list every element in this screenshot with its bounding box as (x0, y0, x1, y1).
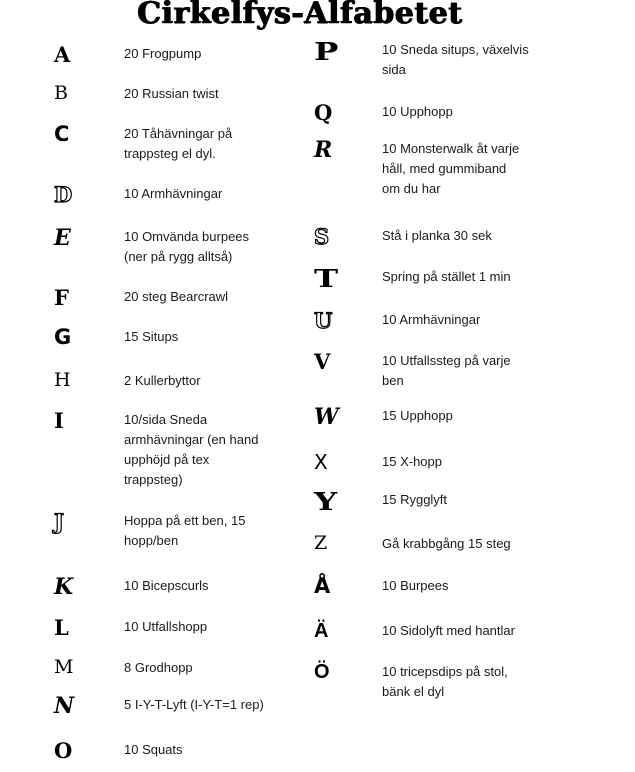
exercise-line: 10/sida Sneda (124, 412, 208, 427)
entry-exercise (382, 351, 511, 391)
entry-exercise (382, 452, 442, 472)
entry-letter: X (314, 450, 328, 474)
entry-letter: Y (314, 487, 338, 516)
entry-letter: H (54, 369, 71, 391)
exercise-line: upphöjd på tex (124, 452, 210, 467)
exercise-line: sida (382, 62, 406, 77)
entry-exercise (382, 226, 492, 246)
entry-letter: A (54, 42, 71, 67)
exercise-line: 10 Bicepscurls (124, 578, 209, 593)
entry-letter: Ö (314, 661, 330, 683)
exercise-line: Stå i planka 30 sek (382, 228, 492, 243)
entry-exercise (382, 621, 515, 641)
entry-exercise (382, 662, 508, 702)
exercise-line: 15 X-hopp (382, 454, 442, 469)
entry-letter: Z (314, 532, 328, 554)
entry-letter: I (54, 408, 64, 433)
exercise-line: 10 Armhävningar (124, 186, 223, 201)
exercise-line: 20 Frogpump (124, 46, 202, 61)
entry-exercise (124, 227, 249, 267)
exercise-line: bänk el dyl (382, 684, 445, 699)
entry-letter: J (54, 509, 64, 534)
entry-exercise (382, 102, 453, 122)
entry-letter: P (314, 37, 339, 66)
exercise-line: 10 Upphopp (382, 104, 453, 119)
entry-exercise (124, 327, 178, 347)
entry-letter: M (54, 656, 74, 678)
entry-exercise (382, 490, 447, 510)
exercise-line: 15 Upphopp (382, 408, 453, 423)
exercise-line: 10 Squats (124, 742, 183, 757)
entry-exercise (124, 511, 245, 551)
entry-exercise (124, 184, 222, 204)
entry-exercise (382, 267, 511, 287)
entry-exercise (382, 310, 480, 330)
entry-exercise (382, 40, 529, 80)
entry-exercise (124, 576, 209, 596)
exercise-line: 20 Tåhävningar på (124, 126, 233, 141)
entry-exercise (382, 139, 519, 199)
entry-exercise (124, 617, 207, 637)
entry-letter: B (54, 82, 68, 104)
entry-exercise (124, 658, 193, 678)
entry-letter: Q (314, 100, 333, 125)
exercise-line: 15 Rygglyft (382, 492, 448, 507)
exercise-line: 2 Kullerbyttor (124, 373, 201, 388)
entry-letter: V (314, 349, 331, 374)
exercise-line: 15 Situps (124, 329, 179, 344)
entry-exercise (124, 124, 232, 164)
entry-letter: F (54, 285, 69, 310)
entry-letter: L (54, 615, 69, 640)
exercise-line: 20 Russian twist (124, 86, 219, 101)
entry-exercise (382, 576, 449, 596)
entry-exercise (124, 84, 219, 104)
page-title: Cirkelfys-Alfabetet (137, 0, 463, 31)
entry-letter: Å (314, 574, 331, 598)
exercise-line: 10 Monsterwalk åt varje (382, 141, 520, 156)
entry-letter: E (54, 225, 71, 251)
entry-letter: O (54, 738, 73, 763)
exercise-line: armhävningar (en hand (124, 432, 259, 447)
exercise-line: ben (382, 373, 404, 388)
entry-letter: K (54, 574, 74, 600)
entry-exercise (124, 740, 183, 760)
exercise-line: 10 Utfallshopp (124, 619, 208, 634)
entry-letter: U (314, 308, 333, 333)
entry-exercise (382, 406, 453, 426)
exercise-line: håll, med gummiband (382, 161, 507, 176)
exercise-line: 10 Burpees (382, 578, 449, 593)
entry-exercise (124, 410, 258, 490)
entry-letter: C (54, 122, 70, 146)
entry-letter: N (54, 693, 75, 719)
exercise-line: 10 Omvända burpees (124, 229, 250, 244)
exercise-line: (ner på rygg alltså) (124, 249, 233, 264)
entry-exercise (124, 287, 228, 307)
exercise-line: 8 Grodhopp (124, 660, 193, 675)
entry-letter: R (314, 137, 333, 163)
exercise-line: 10 tricepsdips på stol, (382, 664, 508, 679)
exercise-line: Spring på stället 1 min (382, 269, 511, 284)
entry-exercise (124, 371, 201, 391)
exercise-line: hopp/ben (124, 533, 179, 548)
exercise-line: Gå krabbgång 15 steg (382, 536, 511, 551)
exercise-line: 5 I-Y-T-Lyft (I-Y-T=1 rep) (124, 697, 264, 712)
entry-letter: G (54, 325, 72, 349)
entry-exercise (382, 534, 511, 554)
exercise-line: 10 Sidolyft med hantlar (382, 623, 515, 638)
exercise-line: 10 Armhävningar (382, 312, 481, 327)
exercise-line: 10 Sneda situps, växelvis (382, 42, 529, 57)
entry-letter: D (54, 182, 73, 207)
entry-letter: T (314, 264, 339, 293)
entry-letter: S (314, 224, 330, 249)
entry-letter: W (314, 404, 339, 430)
entry-exercise (124, 695, 264, 715)
entry-exercise (124, 44, 201, 64)
exercise-line: trappsteg el dyl. (124, 146, 216, 161)
exercise-line: om du har (382, 181, 441, 196)
entry-letter: Ä (314, 620, 329, 642)
exercise-line: 10 Utfallssteg på varje (382, 353, 511, 368)
exercise-line: trappsteg) (124, 472, 183, 487)
exercise-line: Hoppa på ett ben, 15 (124, 513, 246, 528)
exercise-line: 20 steg Bearcrawl (124, 289, 229, 304)
